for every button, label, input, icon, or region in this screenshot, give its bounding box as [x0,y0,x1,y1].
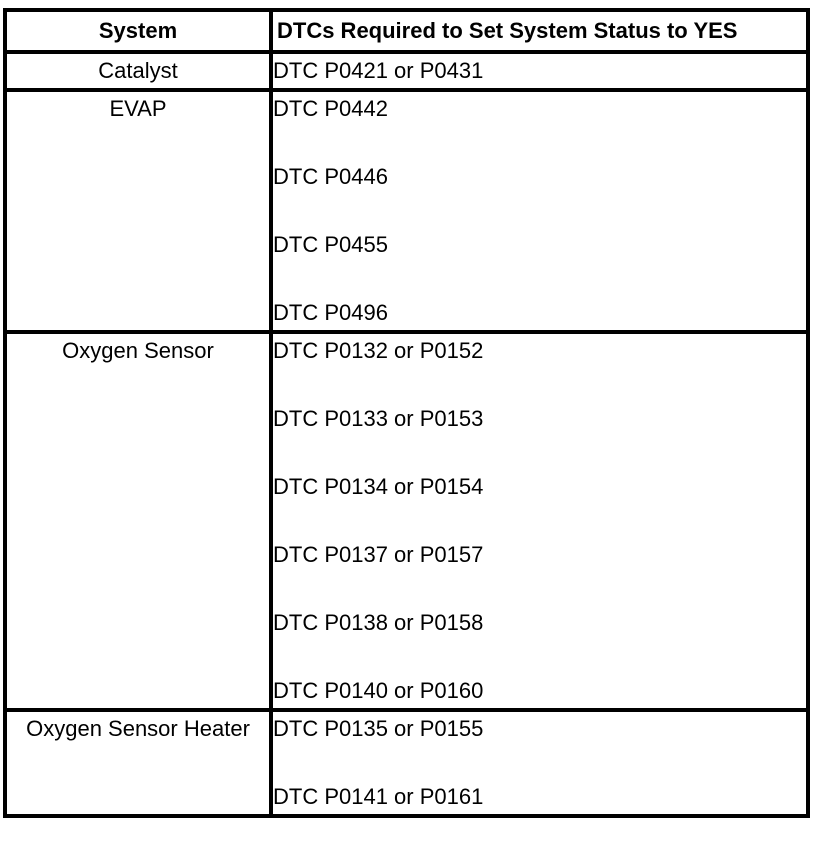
dtc-entry: DTC P0138 or P0158 [273,610,484,635]
dtc-cell [271,52,808,90]
table-row [5,710,808,816]
table-body [5,52,808,816]
dtc-entry: DTC P0132 or P0152 [273,338,484,363]
system-name: EVAP [109,96,167,121]
system-column-header: System [5,10,271,52]
system-name: Catalyst [98,58,178,83]
dtc-entry: DTC P0134 or P0154 [273,474,484,499]
system-cell [5,52,271,90]
dtc-entry: DTC P0455 [273,232,388,257]
dtc-entry: DTC P0446 [273,164,388,189]
dtc-entry: DTC P0496 [273,300,388,325]
dtc-entry: DTC P0135 or P0155 [273,716,484,741]
dtc-entry: DTC P0133 or P0153 [273,406,484,431]
dtcs-column-header: DTCs Required to Set System Status to YES [271,10,808,52]
system-cell [5,710,271,816]
table-row [5,52,808,90]
dtc-entry: DTC P0137 or P0157 [273,542,484,567]
dtc-entry: DTC P0141 or P0161 [273,784,484,809]
dtc-entry: DTC P0140 or P0160 [273,678,484,703]
system-cell [5,332,271,710]
dtc-entry: DTC P0421 or P0431 [273,58,484,83]
header-row [5,10,808,52]
dtc-cell [271,332,808,710]
dtc-cell [271,710,808,816]
system-name: Oxygen Sensor Heater [26,716,250,741]
dtc-entry: DTC P0442 [273,96,388,121]
system-cell [5,90,271,332]
table-row [5,332,808,710]
dtc-cell [271,90,808,332]
system-name: Oxygen Sensor [62,338,214,363]
table-row [5,90,808,332]
dtc-system-status-table [3,8,810,818]
